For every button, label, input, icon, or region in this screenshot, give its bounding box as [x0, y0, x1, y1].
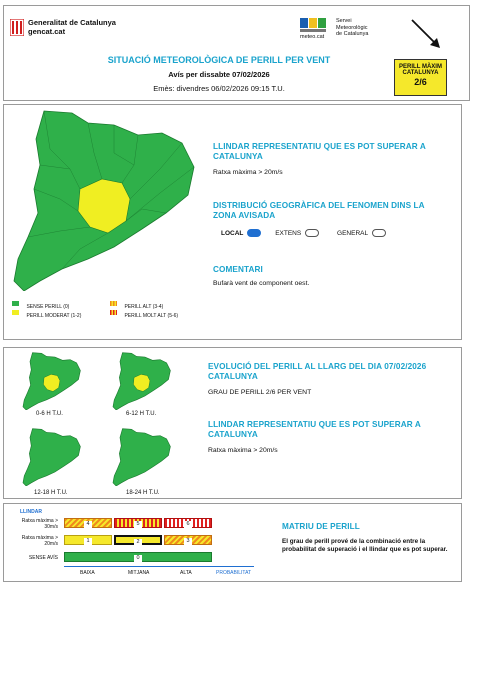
threshold-text: Ratxa màxima > 20m/s	[213, 169, 283, 176]
matrix-cell-r2-c1	[64, 535, 112, 545]
matrix-col-label-2: MITJANA	[128, 570, 150, 576]
matrix-row-label-1: Ratxa màxima > 30m/s	[21, 518, 58, 530]
legend-label-none: SENSE PERILL (0)	[26, 304, 70, 310]
gencat-domain: gencat.cat	[28, 27, 66, 36]
option-general-label: GENERAL	[337, 229, 369, 237]
main-map-section	[3, 104, 462, 340]
option-general-radio[interactable]	[372, 229, 386, 237]
evolution-section	[3, 347, 462, 499]
matrix-title: MATRIU DE PERILL	[282, 522, 360, 531]
map-period-0-6	[12, 352, 92, 410]
matrix-cell-r3-value: 0	[136, 555, 140, 561]
matrix-section	[3, 503, 462, 582]
max-danger-value: 2/6	[414, 77, 427, 87]
legend-item-very-high	[110, 304, 178, 322]
meteocat-logo-icon	[300, 18, 330, 32]
distribution-options	[213, 229, 448, 237]
period-label-6-12: 6-12 H T.U.	[126, 411, 157, 417]
comments-block	[213, 265, 448, 288]
legend-label-high: PERILL ALT (3-4)	[124, 304, 164, 310]
threshold-title-2: LLINDAR REPRESENTATIU QUE ES POT SUPERAR A CATALUNYA	[208, 420, 421, 439]
distribution-block	[213, 201, 448, 237]
meteocat-domain: meteo.cat	[300, 34, 325, 40]
max-danger-badge	[394, 59, 447, 96]
matrix-probability-label: PROBABILITAT	[216, 570, 252, 576]
catalonia-danger-map	[10, 109, 200, 291]
option-extens-label: EXTENS	[275, 229, 302, 237]
header-box	[3, 5, 470, 101]
issued-date: Emès: divendres 06/02/2026 09:15 T.U.	[153, 84, 285, 93]
matrix-cell-r1-c2	[114, 518, 162, 528]
matrix-cell-r2-c3-value: 3	[186, 538, 190, 544]
legend-swatch-very-high	[110, 310, 117, 315]
legend-swatch-moderate	[12, 310, 19, 315]
max-danger-line-1: PERILL MÀXIM	[399, 64, 442, 70]
matrix-col-label-3: ALTA	[180, 570, 192, 576]
threshold-title: LLINDAR REPRESENTATIU QUE ES POT SUPERAR A CATALUNYA	[213, 142, 426, 161]
map-period-18-24	[102, 428, 182, 486]
matrix-cell-r1-c1	[64, 518, 112, 528]
matrix-cell-r2-c3	[164, 535, 212, 545]
period-label-18-24: 18-24 H T.U.	[126, 490, 160, 496]
legend-label-very-high: PERILL MOLT ALT (5-6)	[124, 313, 179, 319]
matrix-cell-r1-c1-value: 4	[86, 521, 90, 527]
map-legend	[12, 295, 212, 317]
gencat-name: Generalitat de Catalunya	[28, 18, 116, 27]
matrix-threshold-header: LLINDAR	[20, 509, 42, 515]
option-general[interactable]	[337, 230, 386, 237]
matrix-cell-r1-c2-value: 5	[136, 521, 140, 527]
option-local-label: LOCAL	[221, 229, 244, 237]
legend-label-moderate: PERILL MODERAT (1-2)	[26, 313, 82, 319]
period-label-12-18: 12-18 H T.U.	[34, 490, 68, 496]
evolution-text: GRAU DE PERILL 2/6 PER VENT	[208, 389, 312, 396]
map-period-6-12	[102, 352, 182, 410]
meteocat-service	[336, 18, 368, 38]
wind-direction-arrow-icon	[406, 16, 446, 52]
matrix-cell-r1-c3-value: 6	[186, 521, 190, 527]
matrix-row-label-2: Ratxa màxima > 20m/s	[21, 535, 58, 547]
option-extens-radio[interactable]	[305, 229, 319, 237]
option-local[interactable]	[221, 230, 263, 237]
notice-date: Avís per dissabte 07/02/2026	[168, 70, 270, 79]
report-title: SITUACIÓ METEOROLÒGICA DE PERILL PER VENT	[107, 55, 331, 65]
period-label-0-6: 0-6 H T.U.	[36, 411, 63, 417]
matrix-description: El grau de perill prové de la combinació entre la probabilitat de superació i el llindar que es pot superar.	[282, 538, 448, 553]
max-danger-line-2: CATALUNYA	[402, 70, 439, 76]
map-period-12-18	[12, 428, 92, 486]
meteocat-service-line-3: de Catalunya	[336, 31, 369, 37]
probability-axis	[64, 566, 254, 567]
matrix-cell-r1-c3	[164, 518, 212, 528]
meteocat-service-line-1: Servei	[336, 18, 352, 24]
comments-title: COMENTARI	[213, 265, 263, 274]
comments-text: Bufarà vent de component oest.	[213, 280, 310, 287]
generalitat-logo-icon	[10, 19, 24, 36]
evolution-block	[208, 362, 448, 397]
option-local-radio[interactable]	[247, 229, 261, 237]
distribution-title: DISTRIBUCIÓ GEOGRÀFICA DEL FENOMEN DINS LA ZONA AVISADA	[213, 201, 425, 220]
option-extens[interactable]	[275, 230, 321, 237]
evolution-title: EVOLUCIÓ DEL PERILL AL LLARG DEL DIA 07/02/2026 CATALUNYA	[208, 362, 427, 381]
matrix-cell-r3	[64, 552, 212, 562]
threshold-block	[213, 142, 448, 177]
matrix-col-label-1: BAIXA	[80, 570, 95, 576]
threshold-block-2	[208, 420, 448, 455]
matrix-cell-r2-c2-value: 2	[136, 539, 140, 545]
threshold-text-2: Ratxa màxima > 20m/s	[208, 447, 278, 454]
legend-item-moderate	[12, 304, 81, 322]
matrix-cell-r2-c1-value: 1	[86, 538, 90, 544]
matrix-cell-r2-c2	[114, 535, 162, 545]
matrix-row-label-3: SENSE AVÍS	[28, 555, 58, 561]
meteocat-service-line-2: Meteorològic	[336, 24, 368, 31]
